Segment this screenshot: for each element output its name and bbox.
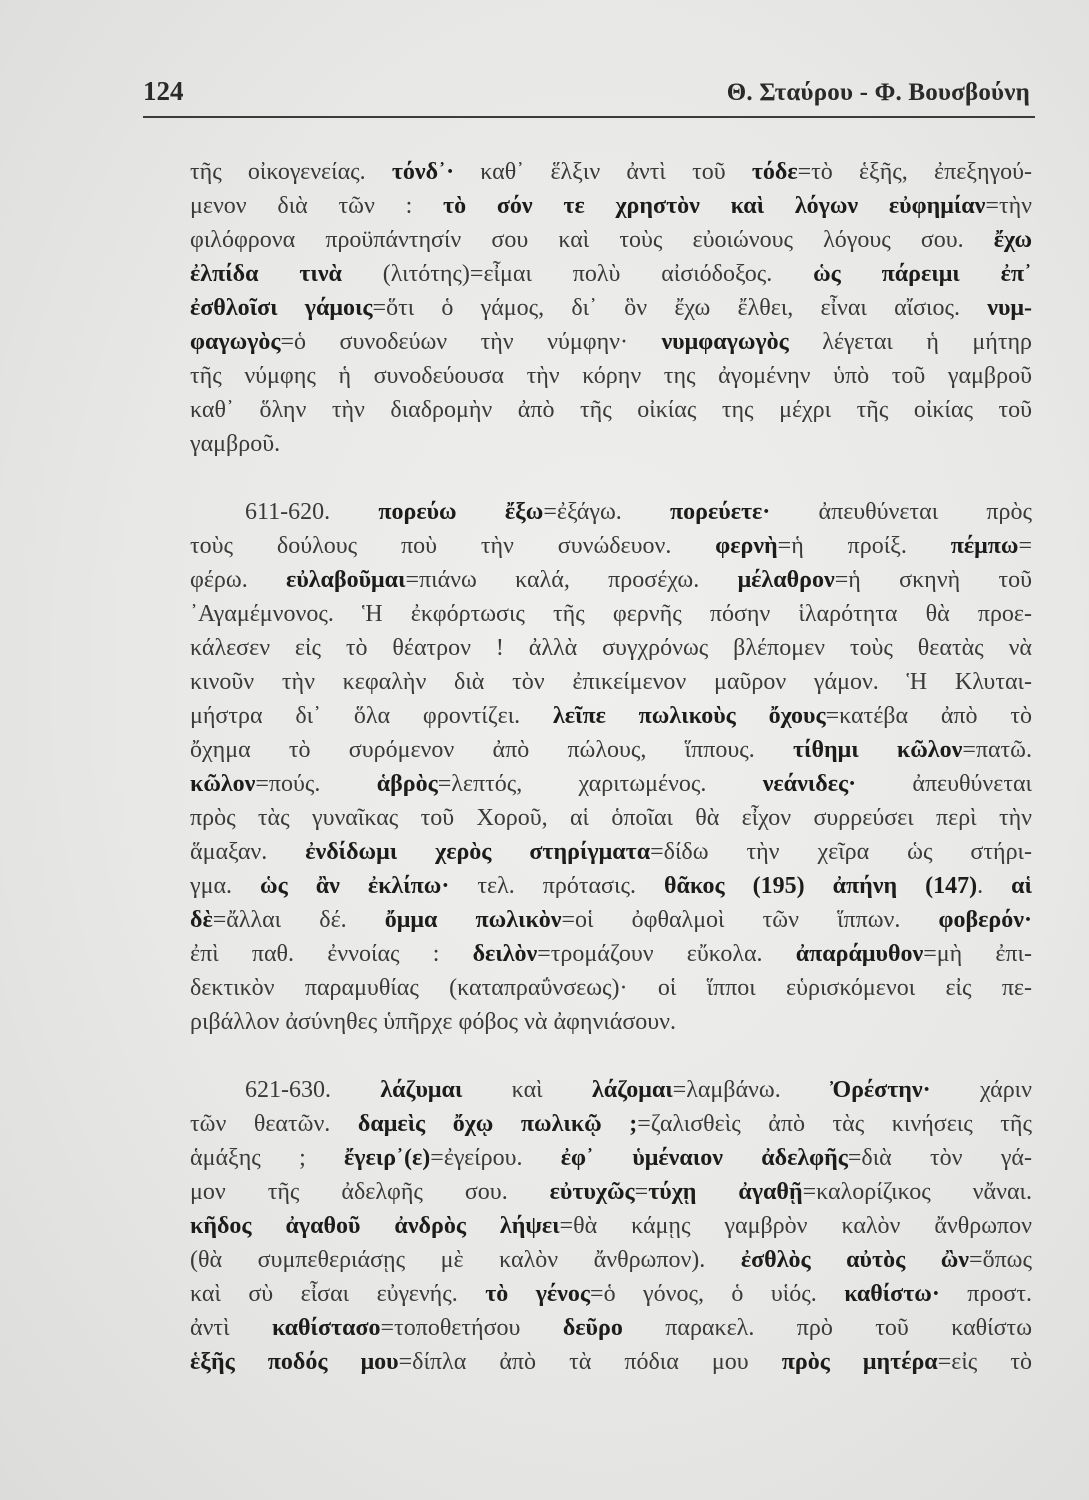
gloss-text: =πιάνω καλά, προσέχω. xyxy=(405,567,738,593)
lemma-term: νυμφαγωγὸς xyxy=(661,329,789,355)
line-text xyxy=(190,427,280,461)
gloss-text: καὶ xyxy=(462,1077,592,1103)
text-line xyxy=(190,1005,1032,1039)
line-text xyxy=(190,1345,1032,1379)
text-line xyxy=(190,325,1032,359)
gloss-text: 611-620. xyxy=(245,499,379,525)
gloss-text: καθ᾽ ἕλξιν ἀντὶ τοῦ xyxy=(454,159,752,185)
line-text xyxy=(190,155,1032,189)
gloss-text: μήστρα δι᾽ ὅλα φροντίζει. xyxy=(190,703,553,729)
gloss-text: (θὰ συμπεθεριάσῃς μὲ καλὸν ἄνθρωπον). xyxy=(190,1247,741,1273)
gloss-text: =καλορίζικος νἄναι. xyxy=(802,1179,1032,1205)
lemma-term: ὄμμα πωλικὸν xyxy=(384,907,562,933)
gloss-text: καὶ σὺ εἶσαι εὐγενής. xyxy=(190,1281,486,1307)
gloss-text: =μὴ ἐπι- xyxy=(923,941,1032,967)
line-text xyxy=(190,1209,1032,1243)
lemma-term: εὐλαβοῦμαι xyxy=(286,567,406,593)
gloss-text: =θὰ κάμῃς γαμβρὸν καλὸν ἄνθρωπον xyxy=(559,1213,1032,1239)
text-line xyxy=(190,733,1032,767)
line-text xyxy=(190,869,1032,903)
line-text xyxy=(190,359,1032,393)
gloss-text: ριβάλλον ἀσύνηθες ὑπῆρχε φόβος νὰ ἀφηνιάσουν. xyxy=(190,1009,676,1035)
gloss-text: . xyxy=(977,873,1012,899)
text-line xyxy=(190,495,1032,529)
line-text xyxy=(190,1107,1032,1141)
lemma-term: φοβερόν· xyxy=(938,907,1032,933)
lemma-term: φαγωγὸς xyxy=(190,329,281,355)
text-line xyxy=(190,393,1032,427)
lemma-term: κῆδος ἀγαθοῦ ἀνδρὸς λήψει xyxy=(190,1213,560,1239)
line-text xyxy=(190,937,1032,971)
line-text xyxy=(190,223,1032,257)
text-line xyxy=(190,529,1032,563)
line-text xyxy=(190,801,1032,835)
gloss-text: ἐπὶ παθ. ἐννοίας : xyxy=(190,941,473,967)
text-line xyxy=(190,597,1032,631)
lemma-term: πορεύετε· xyxy=(669,499,771,525)
text-line xyxy=(190,767,1032,801)
lemma-term: θᾶκος (195) ἀπήνη (147) xyxy=(663,873,978,899)
gloss-text: (λιτότης)=εἶμαι πολὺ αἰσιόδοξος. xyxy=(341,261,814,287)
line-text xyxy=(190,393,1032,427)
lemma-term: λάζομαι xyxy=(591,1077,673,1103)
lemma-term: πέμπω xyxy=(950,533,1019,559)
gloss-text: =τοποθετήσου xyxy=(380,1315,563,1341)
line-text xyxy=(190,971,1032,1005)
lemma-term: ὡς πάρειμι ἐπ᾽ xyxy=(813,261,1032,287)
lemma-term: μέλαθρον xyxy=(737,567,835,593)
lemma-term: τόδε xyxy=(751,159,798,185)
gloss-text: =οἱ ὀφθαλμοὶ τῶν ἵππων. xyxy=(561,907,939,933)
lemma-term: δὲ xyxy=(190,907,213,933)
line-text xyxy=(190,1005,676,1039)
line-text xyxy=(190,529,1032,563)
lemma-term: πορεύω ἔξω xyxy=(378,499,544,525)
lemma-term: ἔγειρ᾽(ε) xyxy=(344,1145,431,1171)
gloss-text: ἀντὶ xyxy=(190,1315,272,1341)
line-text xyxy=(190,1175,1032,1209)
gloss-text: =ὅτι ὁ γάμος, δι᾽ ὃν ἔχω ἔλθει, εἶναι αἴσιος. xyxy=(372,295,988,321)
paragraph xyxy=(190,155,1032,461)
lemma-term: ἁβρὸς xyxy=(376,771,438,797)
line-text xyxy=(245,495,1032,529)
text-line xyxy=(190,563,1032,597)
text-line xyxy=(190,1209,1032,1243)
text-line xyxy=(190,1107,1032,1141)
lemma-term: πρὸς μητέρα xyxy=(781,1349,938,1375)
line-text xyxy=(190,835,1032,869)
lemma-term: τὸ σόν τε χρηστὸν καὶ λόγων εὐφημίαν xyxy=(443,193,986,219)
lemma-term: αἱ xyxy=(1011,873,1032,899)
lemma-term: ἐλπίδα τινὰ xyxy=(190,261,342,287)
lemma-term: ἀπαράμυθον xyxy=(795,941,924,967)
text-line xyxy=(190,1243,1032,1277)
gloss-text: τελ. πρότασις. xyxy=(449,873,664,899)
lemma-term: ἐσθλοῖσι γάμοις xyxy=(190,295,373,321)
lemma-term: δαμεὶς ὄχῳ πωλικῷ ; xyxy=(357,1111,638,1137)
line-text xyxy=(190,631,1032,665)
gloss-text: =λεπτός, χαριτωμένος. xyxy=(437,771,763,797)
text-line xyxy=(190,155,1032,189)
lemma-term: καθίστασο xyxy=(271,1315,381,1341)
text-body xyxy=(190,155,1032,1379)
text-line xyxy=(190,971,1032,1005)
lemma-term: Ὀρέστην· xyxy=(830,1077,931,1103)
text-line xyxy=(190,1311,1032,1345)
gloss-text: γαμβροῦ. xyxy=(190,431,281,457)
lemma-term: ἔχω xyxy=(993,227,1032,253)
gloss-text: =ὁ γόνος, ὁ υἱός. xyxy=(590,1281,845,1307)
gloss-text: τοὺς δούλους ποὺ τὴν συνώδευον. xyxy=(190,533,716,559)
line-text xyxy=(190,1311,1032,1345)
lemma-term: τὸ γένος xyxy=(485,1281,591,1307)
line-text xyxy=(190,325,1032,359)
gloss-text: δεκτικὸν παραμυθίας (καταπραΰνσεως)· οἱ ἵπποι εὑρισκόμενοι εἰς πε- xyxy=(190,975,1032,1001)
gloss-text: καθ᾽ ὅλην τὴν διαδρομὴν ἀπὸ τῆς οἰκίας της μέχρι τῆς οἰκίας τοῦ xyxy=(190,397,1032,423)
lemma-term: ὡς ἂν ἐκλίπω· xyxy=(260,873,450,899)
line-text xyxy=(190,1243,1032,1277)
paragraph xyxy=(190,1073,1032,1379)
gloss-text: προστ. xyxy=(939,1281,1032,1307)
gloss-text: =πατῶ. xyxy=(962,737,1032,763)
lemma-term: ἑξῆς ποδός μου xyxy=(190,1349,399,1375)
running-head: Θ. Σταύρου - Φ. Βουσβούνη xyxy=(726,79,1030,106)
gloss-text: ὄχημα τὸ συρόμενον ἀπὸ πώλους, ἵππους. xyxy=(190,737,793,763)
header-rule xyxy=(143,116,1035,118)
lemma-term: δειλὸν xyxy=(472,941,538,967)
text-line xyxy=(190,801,1032,835)
gloss-text: =ὅπως xyxy=(969,1247,1032,1273)
line-text xyxy=(190,903,1032,937)
gloss-text: =τὸ ἑξῆς, ἐπεξηγού- xyxy=(797,159,1032,185)
gloss-text: ἀπευθύνεται xyxy=(856,771,1032,797)
lemma-term: ἐφ᾽ ὑμέναιον ἀδελφῆς xyxy=(560,1145,848,1171)
gloss-text: τῶν θεατῶν. xyxy=(190,1111,358,1137)
line-text xyxy=(190,291,1032,325)
gloss-text: =ἡ προίξ. xyxy=(777,533,951,559)
lemma-term: νεάνιδες· xyxy=(762,771,857,797)
gloss-text: =ὁ συνοδεύων τὴν νύμφην· xyxy=(280,329,662,355)
lemma-term: λεῖπε πωλικοὺς ὄχους xyxy=(552,703,826,729)
gloss-text: τῆς οἰκογενείας. xyxy=(190,159,392,185)
gloss-text: κινοῦν τὴν κεφαλὴν διὰ τὸν ἐπικείμενον μαῦρον γάμον. Ἡ Κλυται- xyxy=(190,669,1032,695)
line-text xyxy=(190,699,1032,733)
gloss-text: =κατέβα ἀπὸ τὸ xyxy=(825,703,1032,729)
line-text xyxy=(190,665,1032,699)
gloss-text: ἁμάξης ; xyxy=(190,1145,345,1171)
gloss-text: = xyxy=(634,1179,649,1205)
gloss-text: φέρω. xyxy=(190,567,287,593)
gloss-text: χάριν xyxy=(930,1077,1032,1103)
lemma-term: ἐνδίδωμι χερὸς στηρίγματα xyxy=(305,839,651,865)
text-line xyxy=(190,291,1032,325)
line-text xyxy=(190,597,1032,631)
line-text xyxy=(190,257,1032,291)
text-line xyxy=(190,631,1032,665)
lemma-term: τύχῃ ἀγαθῇ xyxy=(648,1179,803,1205)
gloss-text: =εἰς τὸ xyxy=(937,1349,1032,1375)
gloss-text: =ἐγείρου. xyxy=(430,1145,561,1171)
line-text xyxy=(190,563,1032,597)
gloss-text: =διὰ τὸν γά- xyxy=(847,1145,1032,1171)
line-text xyxy=(190,733,1032,767)
line-text xyxy=(190,189,1032,223)
lemma-term: τόνδ᾽· xyxy=(391,159,455,185)
gloss-text: τῆς νύμφης ἡ συνοδεύουσα τὴν κόρην της ἀγομένην ὑπὸ τοῦ γαμβροῦ xyxy=(190,363,1032,389)
text-line xyxy=(190,359,1032,393)
lemma-term: ἐσθλὸς αὐτὸς ὢν xyxy=(740,1247,970,1273)
text-line xyxy=(190,223,1032,257)
text-line xyxy=(190,665,1032,699)
gloss-text: μενον διὰ τῶν : xyxy=(190,193,444,219)
gloss-text: =ἐξάγω. xyxy=(543,499,670,525)
line-text xyxy=(245,1073,1032,1107)
gloss-text: = xyxy=(1018,533,1032,559)
gloss-text: ἅμαξαν. xyxy=(190,839,306,865)
text-line xyxy=(190,427,1032,461)
lemma-term: κῶλον xyxy=(190,771,256,797)
gloss-text: =πούς. xyxy=(255,771,377,797)
gloss-text: 621-630. xyxy=(245,1077,381,1103)
gloss-text: παρακελ. πρὸ τοῦ καθίστω xyxy=(622,1315,1032,1341)
lemma-term: λάζυμαι xyxy=(380,1077,463,1103)
gloss-text: λέγεται ἡ μήτηρ xyxy=(788,329,1032,355)
gloss-text: μον τῆς ἀδελφῆς σου. xyxy=(190,1179,550,1205)
gloss-text: =ζαλισθεὶς ἀπὸ τὰς κινήσεις τῆς xyxy=(637,1111,1032,1137)
text-line xyxy=(190,189,1032,223)
gloss-text: ᾽Αγαμέμνονος. Ἡ ἐκφόρτωσις τῆς φερνῆς πόσην ἱλαρότητα θὰ προε- xyxy=(190,601,1032,627)
gloss-text: γμα. xyxy=(190,873,261,899)
gloss-text: =δίπλα ἀπὸ τὰ πόδια μου xyxy=(398,1349,782,1375)
lemma-term: τίθημι κῶλον xyxy=(792,737,963,763)
gloss-text: φιλόφρονα προϋπάντησίν σου καὶ τοὺς εὐοιώνους λόγους σου. xyxy=(190,227,994,253)
text-line xyxy=(190,699,1032,733)
text-line xyxy=(190,835,1032,869)
gloss-text: =λαμβάνω. xyxy=(672,1077,831,1103)
text-line xyxy=(190,1175,1032,1209)
text-line xyxy=(190,869,1032,903)
line-text xyxy=(190,1277,1032,1311)
lemma-term: καθίστω· xyxy=(844,1281,940,1307)
gloss-text: =τρομάζουν εὔκολα. xyxy=(537,941,796,967)
text-line xyxy=(190,1345,1032,1379)
gloss-text: =τὴν xyxy=(985,193,1032,219)
lemma-term: δεῦρο xyxy=(562,1315,623,1341)
lemma-term: νυμ- xyxy=(987,295,1032,321)
text-line xyxy=(190,903,1032,937)
gloss-text: ἀπευθύνεται πρὸς xyxy=(770,499,1032,525)
gloss-text: πρὸς τὰς γυναῖκας τοῦ Χοροῦ, αἱ ὁποῖαι θὰ εἶχον συρρεύσει περὶ τὴν xyxy=(190,805,1032,831)
paragraph xyxy=(190,495,1032,1039)
gloss-text: =ἄλλαι δέ. xyxy=(212,907,385,933)
page-header xyxy=(143,76,1030,112)
line-text xyxy=(190,1141,1032,1175)
line-text xyxy=(190,767,1032,801)
lemma-term: φερνὴ xyxy=(715,533,778,559)
lemma-term: εὐτυχῶς xyxy=(549,1179,635,1205)
text-line xyxy=(190,1277,1032,1311)
gloss-text: =ἡ σκηνὴ τοῦ xyxy=(834,567,1032,593)
page-number: 124 xyxy=(143,76,184,106)
text-line xyxy=(190,257,1032,291)
text-line xyxy=(190,1141,1032,1175)
text-line xyxy=(190,1073,1032,1107)
text-line xyxy=(190,937,1032,971)
gloss-text: =δίδω τὴν χεῖρα ὡς στήρι- xyxy=(650,839,1032,865)
gloss-text: κάλεσεν εἰς τὸ θέατρον ! ἀλλὰ συγχρόνως βλέπομεν τοὺς θεατὰς νὰ xyxy=(190,635,1032,661)
